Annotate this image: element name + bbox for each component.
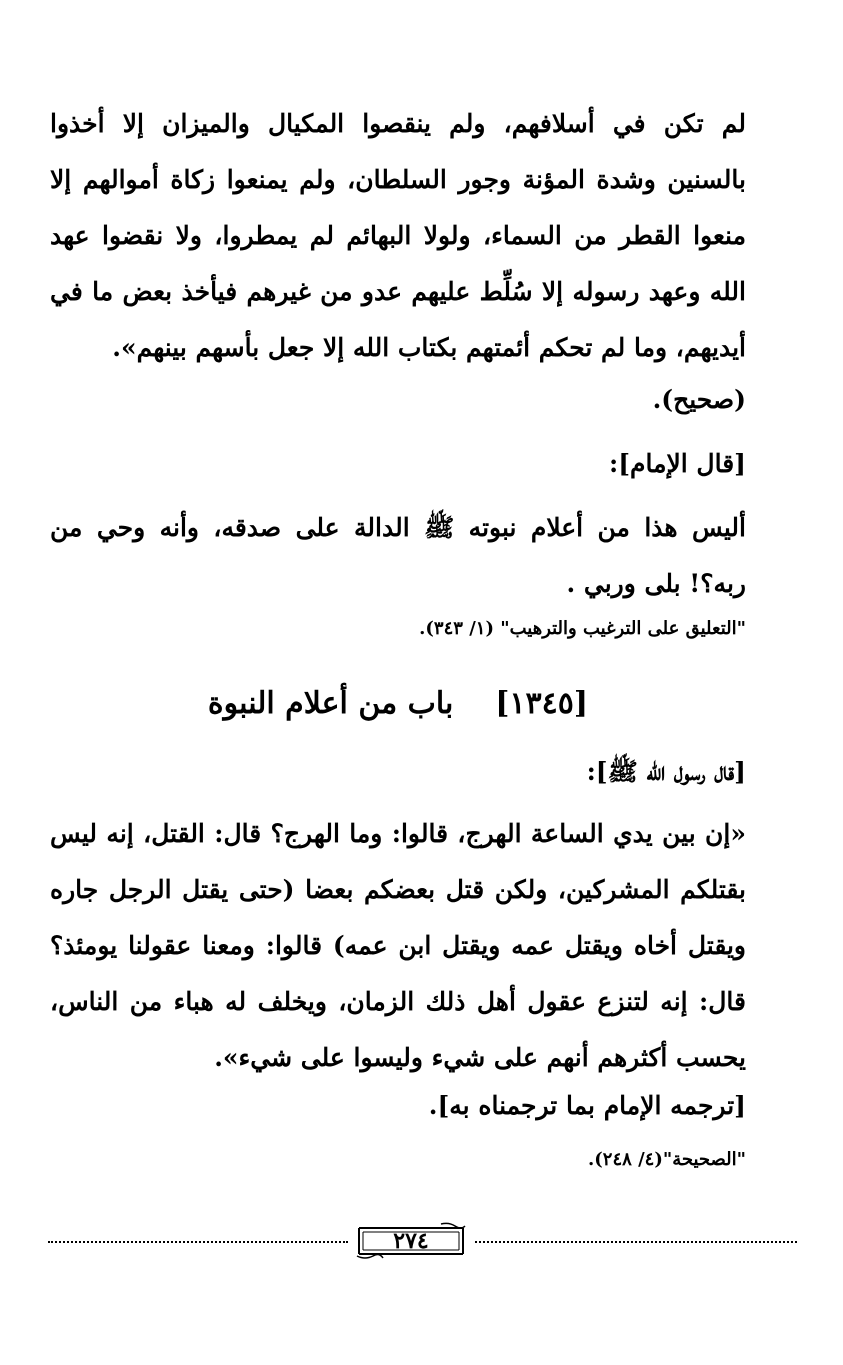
page-number: ٢٧٤ (393, 1228, 429, 1254)
page-number-frame (353, 1222, 469, 1260)
chapter-heading (50, 682, 746, 726)
prophet-label: [قال رسول الله ﷺ]: (586, 757, 746, 786)
imam-label: [قال الإمام]: (608, 449, 746, 478)
citation-sahiha: "الصحيحة"(٤/ ٢٤٨). (587, 1149, 746, 1170)
footer-rule-right (475, 1241, 797, 1243)
footer-rule-left (48, 1241, 348, 1243)
hadith-grade: (صحيح). (652, 385, 746, 414)
hadith-paragraph: «إن بين يدي الساعة الهرج، قالوا: وما الهرج؟ قال: القتل، إنه ليس بقتلكم المشركين، ولكن قتل بعضكم بعضا (حتى يقتل الرجل جاره ويقتل أخاه ويقتل عمه ويقتل ابن عمه) قالوا: ومعنا عقولنا يومئذ؟ قال: إنه لتنزع عقول أهل ذلك الزمان، ويخلف له هباء من الناس، يحسب أكثرهم أنهم على شيء وليسوا على شيء». (50, 819, 746, 1072)
hadith-continuation-paragraph: لم تكن في أسلافهم، ولم ينقصوا المكيال والميزان إلا أخذوا بالسنين وشدة المؤنة وجور السلطان، ولم يمنعوا زكاة أموالهم إلا منعوا القطر من السماء، ولولا البهائم لم يمطروا، ولا نقضوا عهد الله وعهد رسوله إلا سُلِّط عليهم عدو من غيرهم فيأخذ بعض ما في أيديهم، وما لم تحكم أئمتهم بكتاب الله إلا جعل بأسهم بينهم». (50, 109, 746, 362)
translation-note: [ترجمه الإمام بما ترجمناه به]. (428, 1091, 746, 1120)
chapter-title: باب من أعلام النبوة (207, 686, 454, 721)
imam-comment-paragraph: أليس هذا من أعلام نبوته ﷺ الدالة على صدقه، وأنه وحي من ربه؟! بلى وربي . (50, 513, 746, 598)
chapter-number: [١٣٤٥] (495, 686, 589, 721)
citation-targhib: "التعليق على الترغيب والترهيب" (١/ ٣٤٣). (419, 618, 746, 639)
